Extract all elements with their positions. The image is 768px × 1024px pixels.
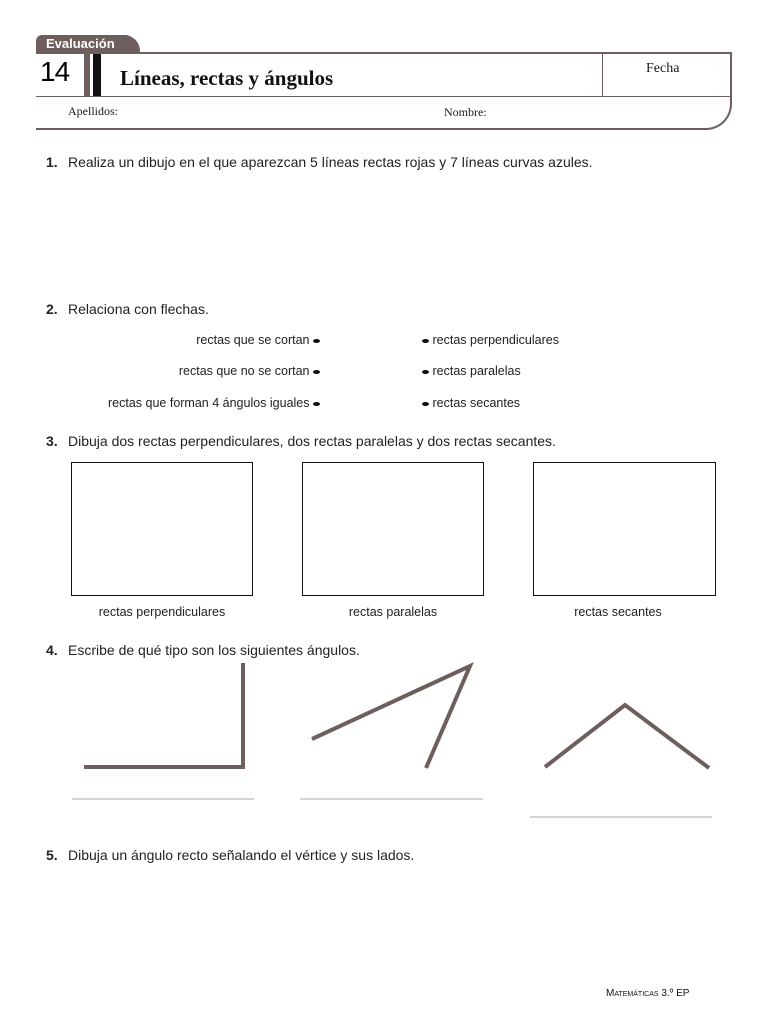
- nombre-label: Nombre:: [444, 105, 487, 119]
- drawing-box-caption: rectas paralelas: [348, 605, 438, 619]
- drawing-box-caption: rectas secantes: [574, 605, 662, 619]
- angle-right: [84, 663, 243, 767]
- angle-obtuse: [545, 705, 709, 768]
- page-title: Líneas, rectas y ángulos: [120, 66, 334, 90]
- answer-line[interactable]: [530, 816, 712, 818]
- unit-number: 14: [40, 56, 70, 87]
- question-number: 2.: [46, 301, 58, 317]
- question-text: Realiza un dibujo en el que aparezcan 5 líneas rectas rojas y 7 líneas curvas azules.: [68, 154, 593, 170]
- evaluation-tab: Evaluación: [36, 35, 132, 53]
- question-text: Relaciona con flechas.: [68, 301, 209, 317]
- answer-line[interactable]: [72, 798, 254, 800]
- question-number: 5.: [46, 847, 58, 863]
- footer-level: 3.º EP: [661, 988, 690, 999]
- matching-right-label: rectas paralelas: [432, 364, 521, 378]
- question-text: Escribe de qué tipo son los siguientes ángulos.: [68, 642, 360, 658]
- drawing-box-caption: rectas perpendiculares: [98, 605, 226, 619]
- fecha-label: Fecha: [646, 61, 680, 76]
- question-text: Dibuja un ángulo recto señalando el vértice y sus lados.: [68, 847, 415, 863]
- question-number: 1.: [46, 154, 58, 170]
- question-text: Dibuja dos rectas perpendiculares, dos rectas paralelas y dos rectas secantes.: [68, 433, 556, 449]
- matching-right-label: rectas perpendiculares: [432, 333, 559, 347]
- question-5: [46, 847, 414, 863]
- matching-left-label: rectas que no se cortan: [178, 364, 310, 378]
- matching-left-label: rectas que forman 4 ángulos iguales: [108, 396, 310, 410]
- question-number: 3.: [46, 433, 58, 449]
- answer-line[interactable]: [300, 798, 483, 800]
- footer: [606, 988, 689, 999]
- matching-right-label: rectas secantes: [432, 396, 521, 410]
- footer-subject: Matemáticas: [606, 988, 659, 999]
- question-number: 4.: [46, 642, 58, 658]
- angle-acute: [312, 666, 470, 768]
- apellidos-label: Apellidos:: [68, 104, 118, 118]
- matching-left-label: rectas que se cortan: [196, 333, 310, 347]
